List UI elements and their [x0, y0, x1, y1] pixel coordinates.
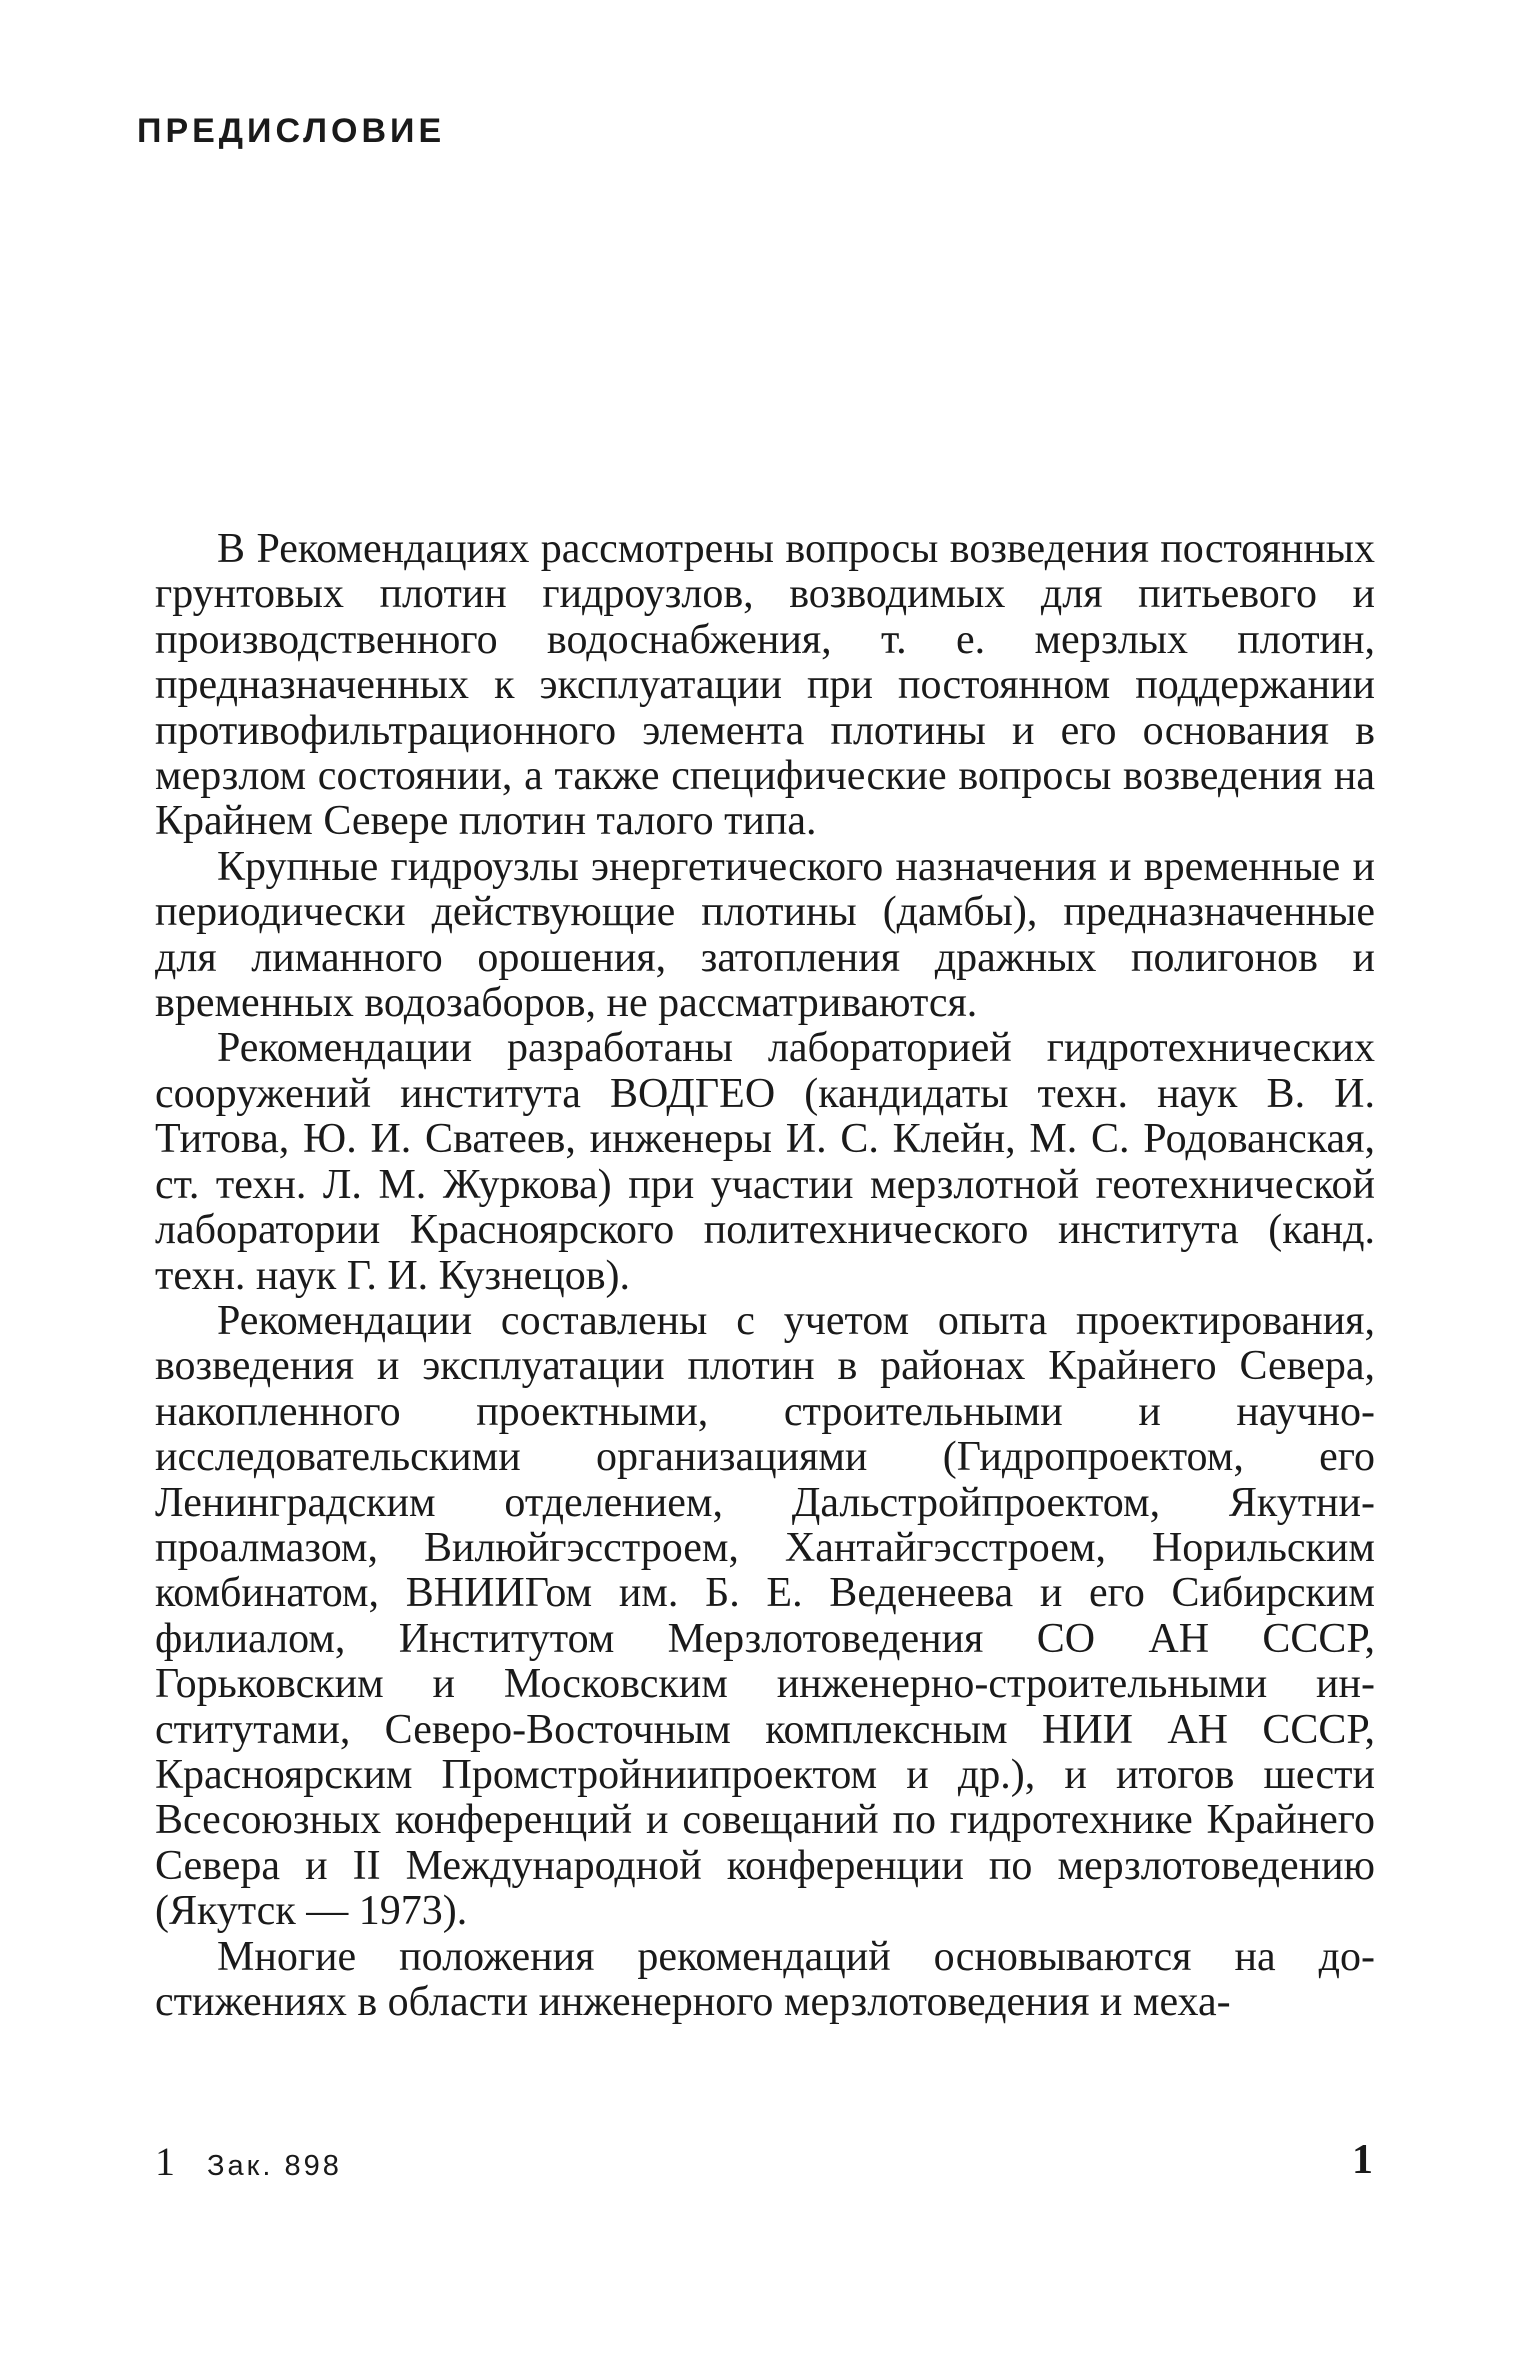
order-label: Зак. 898: [207, 2150, 342, 2182]
body-text: [155, 527, 1375, 2025]
paragraph-3: Рекомендации разработаны лабораторией гидротехнических сооружений института ВОДГЕО (кандидаты техн. наук В. И. Титова, Ю. И. Сватеев, инженеры И. С. Клейн, М. С. Родованская, ст. техн. Л. М. Журкова) при участии мерзлотной геотехнической лаборатории Красноярского политехнического института (канд. техн. наук Г. И. Кузнецов).: [155, 1025, 1375, 1299]
paragraph-4: Рекомендации составлены с учетом опыта проектирования, возведения и эксплуатации плотин в районах Крайнего Севера, накопленного проектными, строительными и научно-исследовательскими организациями (Гидропроектом, его Ленинградским отделением, Дальстройпроектом, Якутнипроалмазом, Вилюйгэсстроем, Хантайгэсстроем, Норильским комбинатом, ВНИИГом им. Б. Е. Веденеева и его Сибирским филиалом, Институтом Мерзлотоведения СО АН СССР, Горьковским и Московским инженерно-строительными институтами, Северо-Восточным комплексным НИИ АН СССР, Красноярским Промстройниипроектом и др.), и итогов шести Всесоюзных конференций и совещаний по гидротехнике Крайнего Севера и II Международной конференции по мерзлотоведению (Якутск — 1973).: [155, 1297, 1375, 1935]
paragraph-1: В Рекомендациях рассмотрены вопросы возведения постоянных грунтовых плотин гидроузлов, возводимых для питьевого и производственного водоснабжения, т. е. мерзлых плотин, предназначенных к эксплуатации при постоянном поддержании противофильтрационного элемента плотины и его основания в мерзлом состоянии, а также специфические вопросы возведения на Крайнем Севере плотин талого типа.: [155, 526, 1375, 845]
paragraph-5: Многие положения рекомендаций основываются на достижениях в области инженерного мерзлотоведения и меха-: [155, 1933, 1375, 2025]
page-number: 1: [1352, 2137, 1373, 2183]
page-heading: ПРЕДИСЛОВИЕ: [137, 112, 446, 150]
paragraph-2: Крупные гидроузлы энергетического назначения и временные и периодически действующие плотины (дамбы), предназначенные для лиманного орошения, затопления дражных полигонов и временных водозаборов, не рассматриваются.: [155, 843, 1375, 1027]
footer-signature: [155, 2139, 342, 2186]
signature-number: 1: [155, 2139, 175, 2184]
